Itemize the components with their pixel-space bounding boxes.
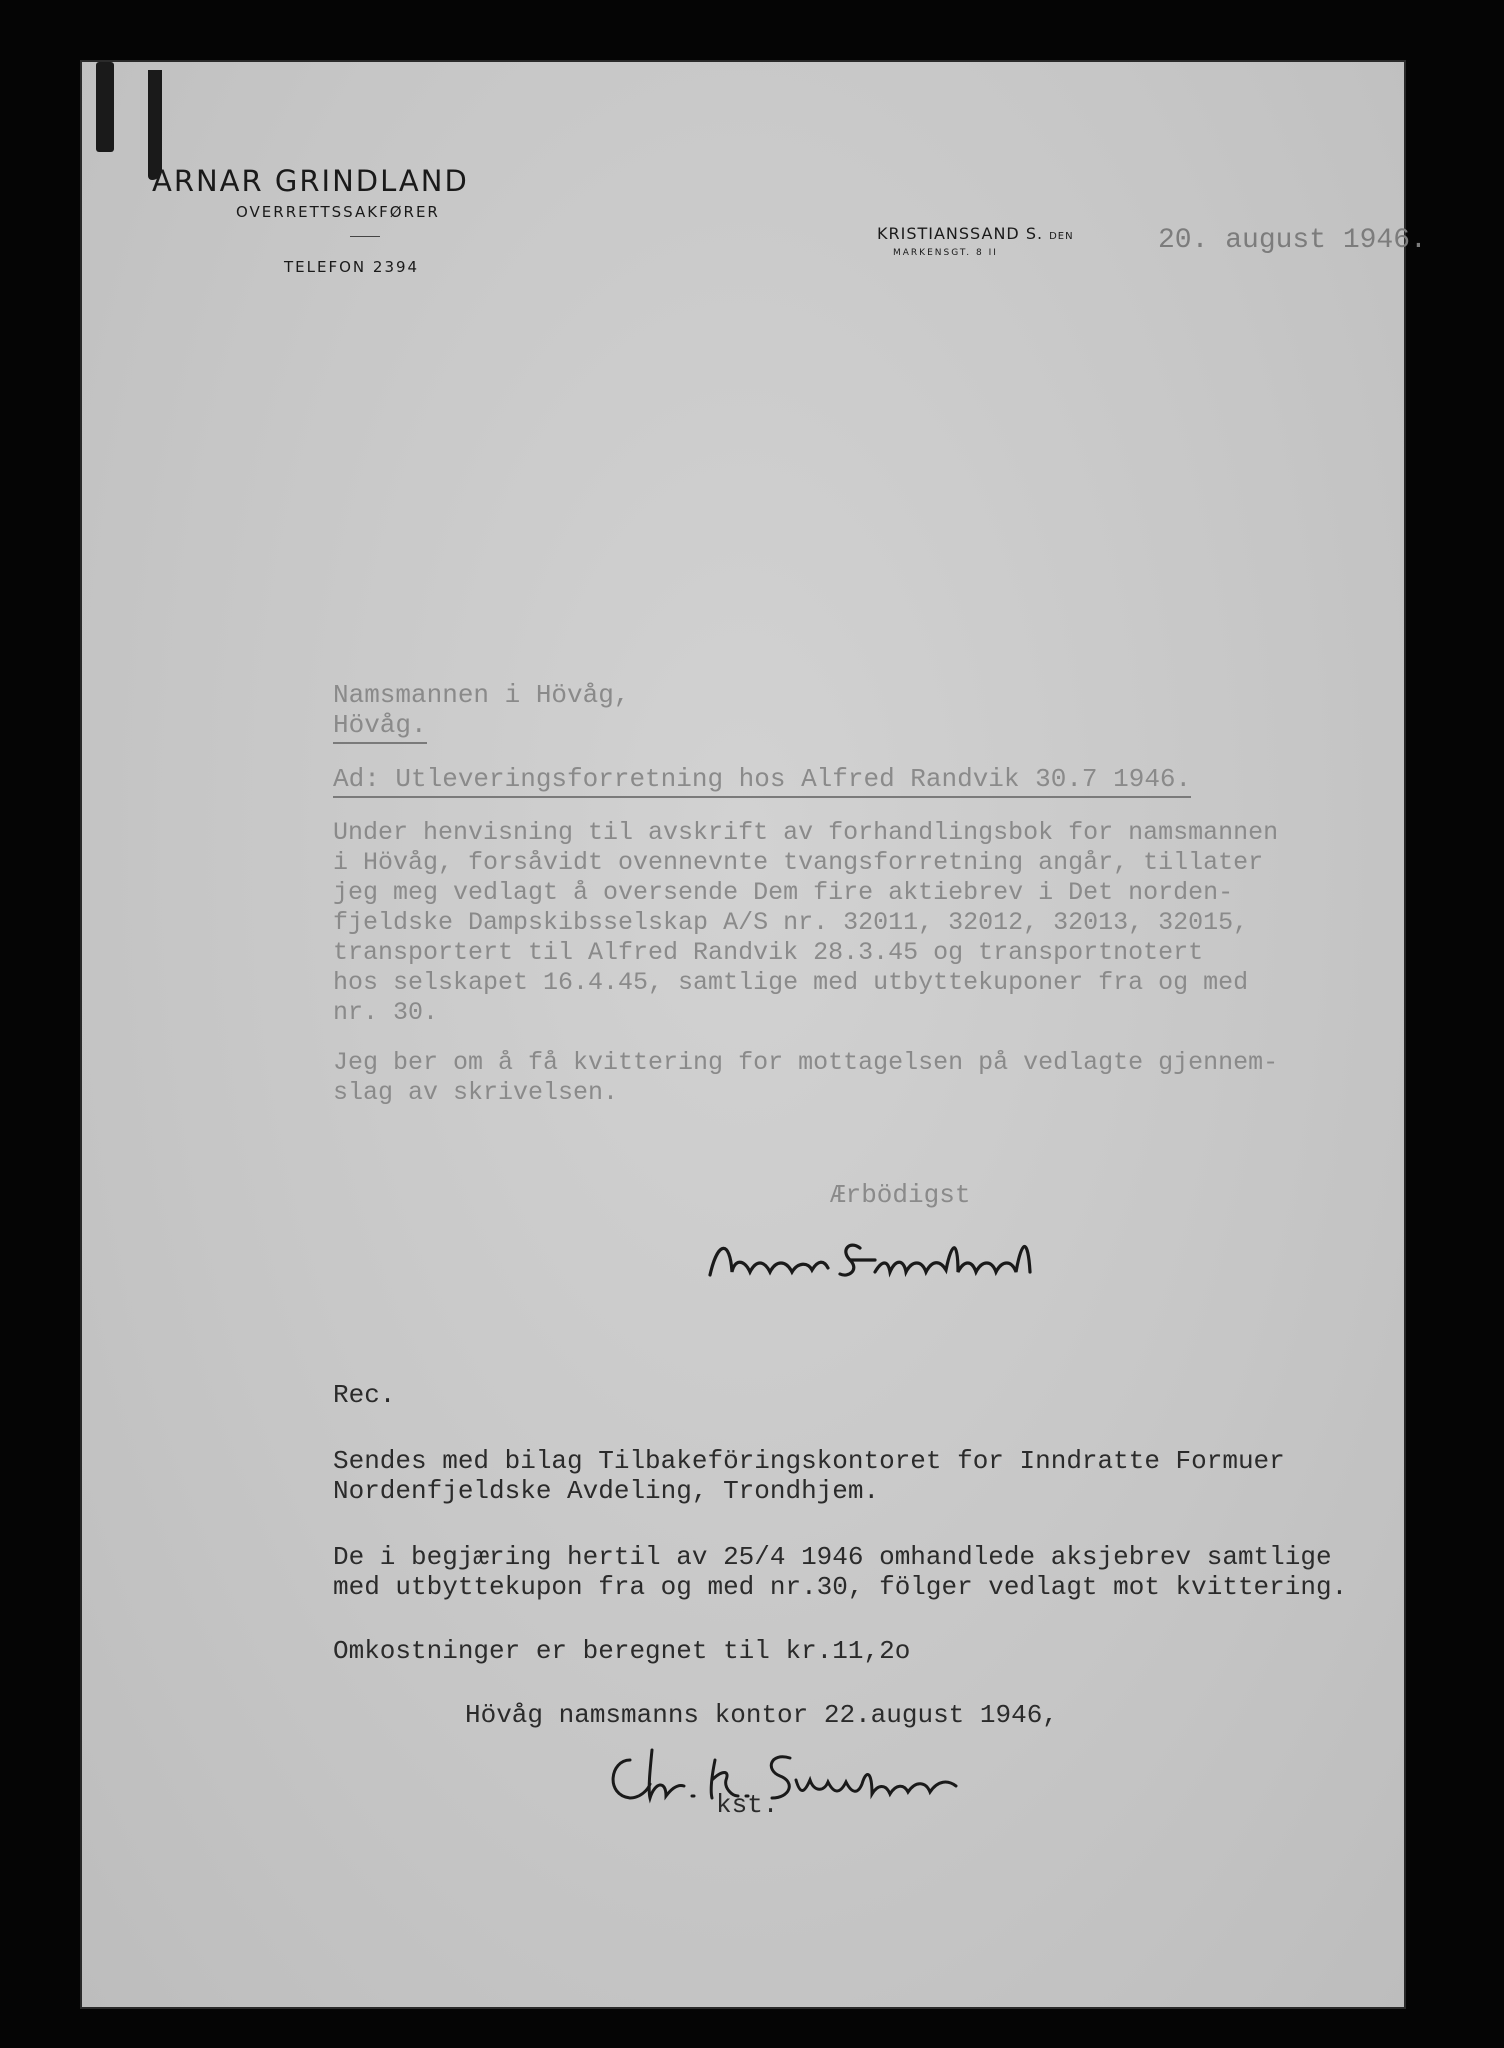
letter-date: 20. august 1946. [1158, 225, 1427, 256]
body-line: Under henvisning til avskrift av forhandlingsbok for namsmannen [333, 818, 1279, 847]
body-line: i Hövåg, forsåvidt ovennevnte tvangsforretning angår, tillater [333, 848, 1264, 877]
body-line: hos selskapet 16.4.45, samtlige med utbyttekuponer fra og med [333, 968, 1249, 997]
reply-place-date: Hövåg namsmanns kontor 22.august 1946, [465, 1700, 1058, 1730]
reply-costs: Omkostninger er beregnet til kr.11,2o [333, 1636, 911, 1666]
letterhead-name: ARNAR GRINDLAND [152, 164, 469, 198]
letterhead-divider [350, 236, 380, 237]
ink-mark [96, 62, 114, 152]
body-line: fjeldske Dampskibsselskap A/S nr. 32011, 32012, 32013, 32015, [333, 908, 1249, 937]
letterhead-city [877, 224, 1074, 243]
recipient-line [333, 710, 427, 740]
letterhead-title: OVERRETTSSAKFØRER [236, 203, 440, 221]
body-line: Jeg ber om å få kvittering for mottagelsen på vedlagte gjennem- [333, 1048, 1279, 1077]
subject-text: Ad: Utleveringsforretning hos Alfred Randvik 30.7 1946. [333, 764, 1191, 798]
body-line: nr. 30. [333, 998, 439, 1027]
body-line: slag av skrivelsen. [333, 1078, 619, 1107]
reply-line: De i begjæring hertil av 25/4 1946 omhandlede aksjebrev samtlige [333, 1542, 1332, 1572]
letterhead-city-name: KRISTIANSSAND S. [877, 224, 1044, 243]
body-line: jeg meg vedlagt å oversende Dem fire aktiebrev i Det norden- [333, 878, 1234, 907]
kst-label: kst. [716, 1790, 779, 1820]
letterhead-street: MARKENSGT. 8 II [893, 248, 998, 258]
reply-line: med utbyttekupon fra og med nr.30, fölger vedlagt mot kvittering. [333, 1572, 1348, 1602]
signature-svendsen [600, 1740, 1020, 1810]
reply-line: Nordenfjeldske Avdeling, Trondhjem. [333, 1476, 880, 1506]
letterhead-phone: TELEFON 2394 [284, 258, 420, 276]
subject-line [333, 764, 1191, 794]
closing: Ærbödigst [830, 1180, 971, 1210]
body-line: transportert til Alfred Randvik 28.3.45 og transportnotert [333, 938, 1204, 967]
rec-label: Rec. [333, 1380, 396, 1410]
reply-line: Sendes med bilag Tilbakeföringskontoret for Inndratte Formuer [333, 1446, 1285, 1476]
recipient-line: Namsmannen i Hövåg, [333, 680, 630, 710]
signature-arnar-grindland [700, 1230, 1150, 1290]
recipient-city: Hövåg. [333, 710, 427, 744]
letterhead-den: DEN [1049, 231, 1074, 242]
